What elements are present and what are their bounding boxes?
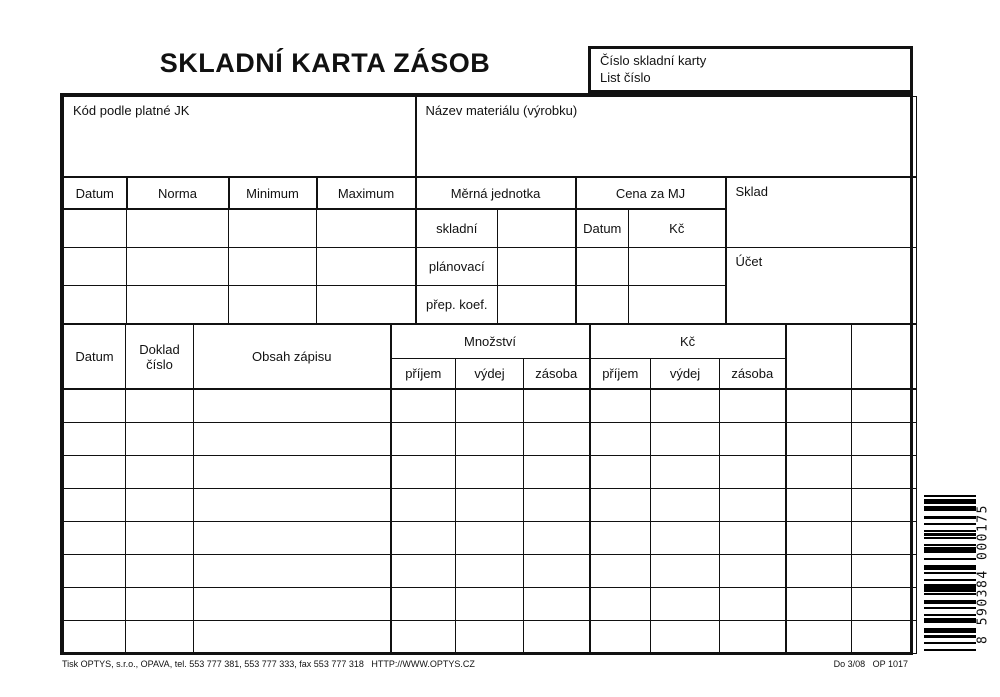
ledger-empty-cell [194,488,391,521]
ledger-empty-cell [456,389,524,422]
ledger-empty-cell [786,521,852,554]
spec-empty-cell [127,247,229,285]
ledger-empty-cell [524,389,590,422]
ledger-empty-cell [852,554,917,587]
ledger-empty-cell [64,620,126,653]
id-row [63,96,917,177]
ledger-empty-cell [651,389,720,422]
spec-empty-cell [64,209,127,247]
ledger-empty-cell [391,389,456,422]
unit-row-label: přep. koef. [416,285,498,324]
printer-info: Tisk OPTYS, s.r.o., OPAVA, tel. 553 777 381, 553 777 333, fax 553 777 318 HTTP://WWW.OPTYS.CZ [62,659,475,669]
ledger-empty-cell [852,389,917,422]
quantity-sub-vydej: výdej [456,358,524,389]
ledger-empty-cell [456,488,524,521]
ledger-empty-cell [194,554,391,587]
ledger-header-obsah: Obsah zápisu [194,324,391,389]
ledger-empty-cell [786,455,852,488]
unit-value-cell [498,209,576,247]
ledger-empty-cell [194,521,391,554]
ledger-empty-cell [852,455,917,488]
quantity-sub-prijem: příjem [391,358,456,389]
ledger-empty-cell [64,554,126,587]
spec-empty-cell [317,209,416,247]
price-datum-cell [576,247,629,285]
spec-header-maximum: Maximum [317,177,416,209]
ledger-empty-cell [391,554,456,587]
ledger-empty-cell [651,488,720,521]
ledger-empty-cell [456,422,524,455]
ledger-empty-row [64,389,917,422]
ledger-empty-cell [651,521,720,554]
ledger-empty-cell [456,455,524,488]
ledger-empty-cell [126,422,194,455]
ledger-empty-cell [720,455,786,488]
ledger-empty-cell [126,488,194,521]
ledger-empty-cell [852,422,917,455]
ledger-empty-cell [391,422,456,455]
ledger-empty-cell [590,521,651,554]
ledger-empty-cell [720,521,786,554]
ledger-empty-cell [852,587,917,620]
spec-empty-cell [64,247,127,285]
ledger-empty-cell [194,455,391,488]
quantity-group-header: Množství [391,324,590,358]
ledger-empty-cell [524,554,590,587]
material-name-cell: Název materiálu (výrobku) [416,97,917,177]
ledger-empty-cell [651,422,720,455]
ledger-empty-cell [720,389,786,422]
ledger-empty-cell [194,422,391,455]
ledger-empty-cell [590,620,651,653]
ledger-empty-cell [194,587,391,620]
extra-column-2 [852,324,917,389]
ledger-empty-row [64,422,917,455]
ucet-cell: Účet [726,247,917,324]
ledger-empty-cell [456,521,524,554]
ledger-empty-cell [524,488,590,521]
ledger-empty-cell [786,587,852,620]
kc-sub-vydej: výdej [651,358,720,389]
ledger-empty-row [64,455,917,488]
ledger-empty-cell [524,455,590,488]
ledger-empty-cell [64,422,126,455]
price-datum-cell [576,285,629,324]
ledger-empty-cell [456,554,524,587]
form-title: SKLADNÍ KARTA ZÁSOB [159,48,491,78]
ledger-empty-cell [126,587,194,620]
list-number-label: List číslo [600,70,651,85]
ledger-empty-cell [391,521,456,554]
ledger-empty-cell [194,389,391,422]
ledger-empty-cell [720,422,786,455]
spec-header-datum: Datum [64,177,127,209]
ledger-empty-row [64,554,917,587]
kc-sub-zasoba: zásoba [720,358,786,389]
ledger-empty-cell [126,554,194,587]
ledger-empty-cell [456,620,524,653]
ledger-empty-cell [64,488,126,521]
price-kc-cell [629,247,726,285]
ledger-empty-row [64,521,917,554]
ledger-empty-cell [590,554,651,587]
ledger-empty-cell [651,455,720,488]
ledger-empty-cell [391,455,456,488]
barcode-icon [924,495,976,652]
ledger-empty-cell [720,620,786,653]
ledger-empty-cell [391,587,456,620]
ledger-empty-cell [590,488,651,521]
ledger-empty-cell [590,455,651,488]
ledger-empty-cell [126,389,194,422]
ledger-empty-cell [64,455,126,488]
ledger-empty-cell [852,620,917,653]
ledger-empty-row [64,620,917,653]
ledger-empty-cell [852,521,917,554]
sklad-cell: Sklad [726,177,917,247]
kc-group-header: Kč [590,324,786,358]
ledger-header-datum: Datum [64,324,126,389]
extra-column-1 [786,324,852,389]
ledger-empty-cell [651,587,720,620]
ledger-empty-cell [524,422,590,455]
ledger-empty-cell [391,620,456,653]
unit-group-header: Měrná jednotka [416,177,576,209]
ledger-empty-cell [524,620,590,653]
ledger-empty-cell [524,587,590,620]
unit-row-label: plánovací [416,247,498,285]
spec-empty-cell [229,285,317,324]
card-number-box [588,46,913,93]
ledger-empty-cell [64,521,126,554]
spec-empty-cell [317,247,416,285]
price-sub-datum: Datum [576,209,629,247]
unit-value-cell [498,285,576,324]
ledger-empty-cell [64,587,126,620]
spec-empty-cell [127,209,229,247]
ledger-empty-cell [456,587,524,620]
price-sub-kc: Kč [629,209,726,247]
ledger-empty-cell [126,521,194,554]
kc-sub-prijem: příjem [590,358,651,389]
unit-row-label: skladní [416,209,498,247]
ledger-empty-cell [590,422,651,455]
price-group-header: Cena za MJ [576,177,726,209]
ledger-empty-cell [391,488,456,521]
ledger-empty-cell [194,620,391,653]
ledger-empty-cell [590,389,651,422]
spec-header-norma: Norma [127,177,229,209]
spec-empty-cell [229,247,317,285]
ledger-empty-cell [786,389,852,422]
code-cell: Kód podle platné JK [64,97,416,177]
unit-value-cell [498,247,576,285]
ledger-empty-row [64,587,917,620]
ledger-empty-cell [590,587,651,620]
ledger-empty-cell [786,620,852,653]
ledger-empty-cell [852,488,917,521]
ledger-empty-row [64,488,917,521]
form-body [60,93,913,655]
ledger-empty-cell [651,554,720,587]
ledger-header-doklad: Doklad číslo [126,324,194,389]
ledger-empty-cell [126,620,194,653]
ledger-table [63,323,917,654]
spec-header-minimum: Minimum [229,177,317,209]
spec-empty-cell [64,285,127,324]
barcode-number: 8 590384 000175 [975,503,991,644]
spec-empty-cell [317,285,416,324]
ledger-empty-cell [720,554,786,587]
spec-table [63,176,917,325]
spec-empty-cell [229,209,317,247]
spec-empty-cell [127,285,229,324]
quantity-sub-zasoba: zásoba [524,358,590,389]
ledger-empty-cell [786,488,852,521]
ledger-empty-cell [786,554,852,587]
ledger-empty-cell [720,587,786,620]
ledger-empty-cell [786,422,852,455]
form-code: Do 3/08 OP 1017 [833,659,908,669]
ledger-empty-cell [720,488,786,521]
ledger-empty-cell [651,620,720,653]
price-kc-cell [629,285,726,324]
ledger-empty-cell [64,389,126,422]
ledger-empty-cell [126,455,194,488]
ledger-empty-cell [524,521,590,554]
card-number-label: Číslo skladní karty [600,53,707,68]
